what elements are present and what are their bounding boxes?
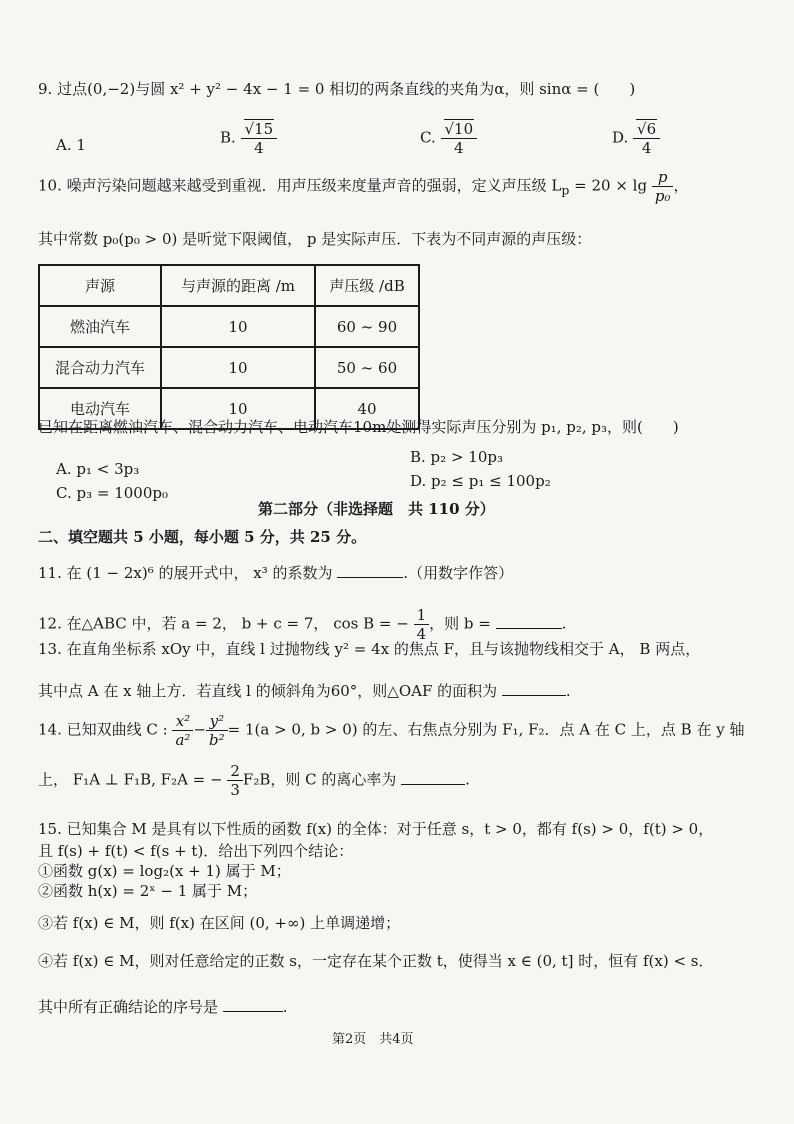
q13-line1: 13. 在直角坐标系 xOy 中，直线 l 过抛物线 y² = 4x 的焦点 F，且与该抛物线相交于 A， B 两点，: [38, 640, 701, 658]
q10-option-c: C. p₃ = 1000p₀: [56, 484, 168, 502]
q14-frac-x-num: x²: [172, 712, 193, 731]
q14-text: 14. 已知双曲线 C :: [38, 720, 168, 739]
table-row: [39, 347, 419, 388]
q10-stem-line2: 其中常数 p₀(p₀ > 0) 是听觉下限阈值， p 是实际声压．下表为不同声源的声压级：: [38, 230, 592, 248]
q9-option-b: [220, 120, 277, 157]
q14-frac-y-num: y²: [206, 712, 228, 731]
q12-text: 12. 在△ABC 中，若 a = 2， b + c = 7， cos B = −: [38, 614, 409, 633]
q9-option-c-label: C.: [420, 128, 436, 147]
q15-line-end: [38, 996, 288, 1017]
q11-post: .（用数字作答）: [403, 564, 514, 582]
q14-frac-ratio: [227, 762, 243, 799]
q10-option-a: A. p₁ < 3p₃: [56, 460, 140, 478]
q14-frac-x: [172, 712, 193, 749]
q10-option-d: D. p₂ ≤ p₁ ≤ 100p₂: [410, 472, 551, 490]
q9-option-a: A. 1: [56, 136, 86, 154]
q15-conclusion-1: ①函数 g(x) = log₂(x + 1) 属于 M；: [38, 862, 291, 880]
q13-line2: [38, 680, 571, 701]
q15-post: .: [282, 998, 288, 1016]
table-cell: 10: [161, 306, 315, 347]
q14-minus: −: [193, 720, 207, 739]
table-cell: 50 ~ 60: [315, 347, 419, 388]
sound-level-table: [38, 264, 420, 430]
q14-line2: [38, 762, 470, 799]
q9-option-c-num: √10: [444, 120, 474, 138]
q14-frac-ratio-num: 2: [227, 762, 243, 781]
q15-line-end-text: 其中所有正确结论的序号是: [38, 998, 219, 1016]
q15-line2: 且 f(s) + f(t) < f(s + t)．给出下列四个结论：: [38, 842, 354, 860]
q9-option-d-num: √6: [637, 120, 657, 138]
table-cell: 混合动力汽车: [39, 347, 161, 388]
table-cell: 燃油汽车: [39, 306, 161, 347]
q14-line2b: F₂B，则 C 的离心率为: [242, 770, 397, 789]
q14-post: .: [465, 770, 470, 789]
q15-answer-blank[interactable]: [223, 1011, 283, 1012]
q13-post: .: [565, 682, 571, 700]
q10-stem-sub: p: [561, 182, 570, 198]
table-row: [39, 306, 419, 347]
q10-stem-line3: 已知在距离燃油汽车、混合动力汽车、电动汽车10m处测得实际声压分别为 p₁, p₂, p₃，则( ): [38, 418, 679, 436]
page-footer: 第2页 共4页: [332, 1032, 414, 1047]
table-header-row: [39, 265, 419, 306]
part-two-heading: 第二部分（非选择题 共 110 分）: [258, 500, 495, 518]
q14-line2-text: 上， F₁A ⊥ F₁B, F₂A = −: [38, 770, 223, 789]
q9-option-c: [420, 120, 477, 157]
q14-frac-y-den: b²: [209, 731, 225, 749]
table-cell: 10: [161, 388, 315, 429]
q9-stem: 9. 过点(0,−2)与圆 x² + y² − 4x − 1 = 0 相切的两条直线的夹角为α，则 sinα = ( ): [38, 80, 636, 98]
q14-frac-y: [206, 712, 228, 749]
q12-post: .: [561, 614, 567, 633]
q10-ratio-fraction: [652, 168, 674, 205]
q9-option-b-label: B.: [220, 128, 236, 147]
q10-stem-text: 10. 噪声污染问题越来越受到重视．用声压级来度量声音的强弱，定义声压级 L: [38, 176, 562, 195]
q10-stem-end: ，: [673, 176, 689, 195]
q14-frac-ratio-den: 3: [230, 781, 240, 799]
q10-option-b: B. p₂ > 10p₃: [410, 448, 503, 466]
q9-option-c-fraction: [441, 120, 478, 157]
q10-stem-line1: [38, 168, 689, 205]
q11: [38, 562, 513, 583]
section-two-heading: 二、填空题共 5 小题，每小题 5 分，共 25 分。: [38, 528, 367, 546]
table-cell: 40: [315, 388, 419, 429]
q12-mid: ，则 b =: [429, 614, 491, 633]
q9-option-d-fraction: [633, 120, 660, 157]
table-cell: 电动汽车: [39, 388, 161, 429]
q15-conclusion-4: ④若 f(x) ∈ M，则对任意给定的正数 s，一定存在某个正数 t，使得当 x ∈ (0, t] 时，恒有 f(x) < s．: [38, 952, 714, 970]
q10-stem-formula: = 20 × lg: [569, 176, 648, 195]
q14-frac-x-den: a²: [175, 731, 191, 749]
q9-option-b-num: √15: [244, 120, 274, 138]
q12-fraction-den: 4: [416, 625, 427, 643]
q9-option-d: [612, 120, 660, 157]
q14-line1: [38, 712, 744, 749]
q11-answer-blank[interactable]: [337, 577, 403, 578]
q13-line2-text: 其中点 A 在 x 轴上方．若直线 l 的倾斜角为60°，则△OAF 的面积为: [38, 682, 498, 700]
q9-option-b-fraction: [241, 120, 278, 157]
table-header-cell: 声压级 /dB: [315, 265, 419, 306]
q9-option-d-label: D.: [612, 128, 629, 147]
q14-condition: = 1(a > 0, b > 0) 的左、右焦点分别为 F₁, F₂．点 A 在 C 上，点 B 在 y 轴: [227, 720, 745, 739]
q14-answer-blank[interactable]: [401, 784, 465, 785]
q9-option-b-den: 4: [254, 139, 264, 157]
q13-answer-blank[interactable]: [502, 695, 566, 696]
q12-answer-blank[interactable]: [496, 628, 562, 629]
q11-text: 11. 在 (1 − 2x)⁶ 的展开式中， x³ 的系数为: [38, 564, 333, 582]
q15-conclusion-3: ③若 f(x) ∈ M，则 f(x) 在区间 (0, +∞) 上单调递增；: [38, 914, 401, 932]
table-header-cell: 声源: [39, 265, 161, 306]
q12-fraction-num: 1: [414, 606, 430, 625]
table-cell: 60 ~ 90: [315, 306, 419, 347]
q9-option-d-den: 4: [641, 139, 652, 157]
q9-option-c-den: 4: [454, 139, 464, 157]
table-header-cell: 与声源的距离 /m: [161, 265, 315, 306]
q10-ratio-num: p: [652, 168, 674, 187]
q15-conclusion-2: ②函数 h(x) = 2ˣ − 1 属于 M；: [38, 882, 258, 900]
table-cell: 10: [161, 347, 315, 388]
q15-line1: 15. 已知集合 M 是具有以下性质的函数 f(x) 的全体：对于任意 s，t > 0，都有 f(s) > 0，f(t) > 0，: [38, 820, 714, 838]
q10-ratio-den: p₀: [654, 187, 671, 205]
